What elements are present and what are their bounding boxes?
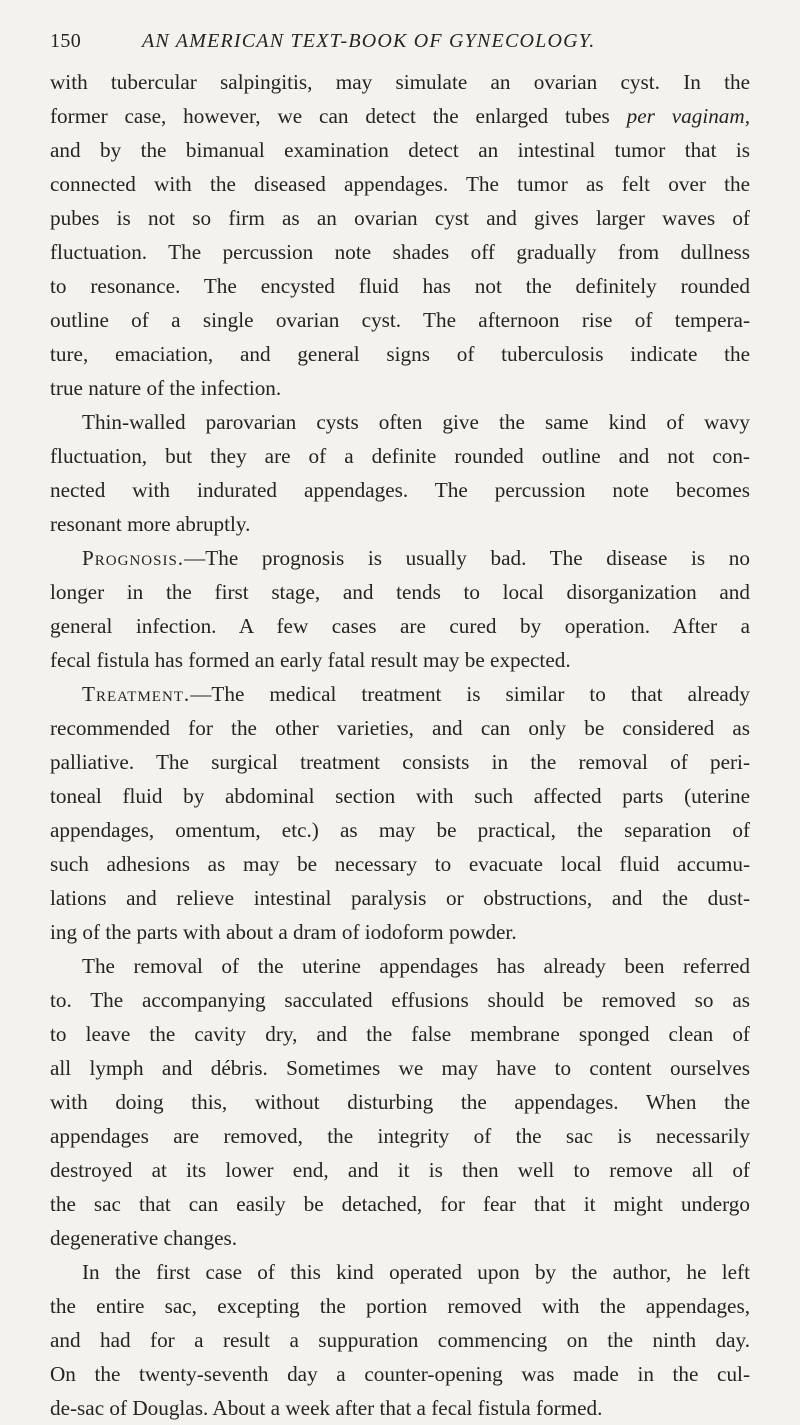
text-line	[50, 1051, 750, 1085]
text-segment: fecal fistula has formed an early fatal result may be expected.	[50, 648, 571, 672]
text-line	[50, 575, 750, 609]
text-line	[50, 779, 750, 813]
text-line	[50, 745, 750, 779]
running-title: AN AMERICAN TEXT-BOOK OF GYNECOLOGY.	[142, 30, 596, 52]
text-segment: de-sac of Douglas. About a week after that a fecal fistula formed.	[50, 1396, 603, 1420]
text-line	[50, 541, 750, 575]
text-segment: ture, emaciation, and general signs of tuberculosis indicate the	[50, 342, 750, 366]
text-segment: On the twenty-seventh day a counter-opening was made in the cul-	[50, 1362, 750, 1386]
text-line	[50, 65, 750, 99]
text-line	[50, 983, 750, 1017]
text-line	[50, 99, 750, 133]
text-line	[50, 1357, 750, 1391]
text-line	[50, 609, 750, 643]
text-line	[50, 371, 750, 405]
text-segment: appendages are removed, the integrity of the sac is necessarily	[50, 1124, 750, 1148]
text-line	[50, 337, 750, 371]
text-line	[50, 643, 750, 677]
text-line	[50, 915, 750, 949]
text-line	[50, 813, 750, 847]
text-line	[50, 1221, 750, 1255]
text-segment: connected with the diseased appendages. The tumor as felt over the	[50, 172, 750, 196]
text-segment: nected with indurated appendages. The percussion note becomes	[50, 478, 750, 502]
text-segment: the sac that can easily be detached, for fear that it might undergo	[50, 1192, 750, 1216]
text-line	[50, 1289, 750, 1323]
text-segment: degenerative changes.	[50, 1226, 238, 1250]
text-segment: and by the bimanual examination detect an intestinal tumor that is	[50, 138, 750, 162]
page-number: 150	[50, 30, 82, 52]
text-line	[50, 439, 750, 473]
text-segment: destroyed at its lower end, and it is then well to remove all of	[50, 1158, 750, 1182]
text-segment: appendages, omentum, etc.) as may be practical, the separation of	[50, 818, 750, 842]
text-segment: pubes is not so firm as an ovarian cyst and gives larger waves of	[50, 206, 750, 230]
text-segment: all lymph and débris. Sometimes we may have to content ourselves	[50, 1056, 750, 1080]
text-segment: to leave the cavity dry, and the false membrane sponged clean of	[50, 1022, 750, 1046]
text-segment: longer in the first stage, and tends to local disorganization and	[50, 580, 750, 604]
section-heading: Prognosis.	[82, 546, 185, 570]
text-segment: per vaginam,	[626, 104, 751, 128]
text-line	[50, 1255, 750, 1289]
text-segment: true nature of the infection.	[50, 376, 282, 400]
text-line	[50, 1391, 750, 1425]
text-segment: —The prognosis is usually bad. The disease is no	[184, 546, 750, 570]
text-line	[50, 1153, 750, 1187]
running-head	[50, 30, 750, 60]
text-line	[50, 1323, 750, 1357]
text-line	[50, 881, 750, 915]
text-line	[50, 201, 750, 235]
text-segment: the entire sac, excepting the portion removed with the appendages,	[50, 1294, 750, 1318]
text-segment: —The medical treatment is similar to that already	[190, 682, 750, 706]
text-line	[50, 269, 750, 303]
text-line	[50, 847, 750, 881]
text-segment: lations and relieve intestinal paralysis or obstructions, and the dust-	[50, 886, 750, 910]
text-segment: fluctuation, but they are of a definite rounded outline and not con-	[50, 444, 750, 468]
text-segment: such adhesions as may be necessary to evacuate local fluid accumu-	[50, 852, 750, 876]
text-segment: palliative. The surgical treatment consists in the removal of peri-	[50, 750, 750, 774]
text-line	[50, 507, 750, 541]
text-segment: with tubercular salpingitis, may simulate an ovarian cyst. In the	[50, 70, 750, 94]
text-line	[50, 711, 750, 745]
text-segment: In the first case of this kind operated upon by the author, he left	[82, 1260, 750, 1284]
text-line	[50, 133, 750, 167]
text-segment: Thin-walled parovarian cysts often give the same kind of wavy	[82, 410, 750, 434]
text-segment: ing of the parts with about a dram of iodoform powder.	[50, 920, 517, 944]
body-text	[50, 65, 750, 1425]
text-segment: resonant more abruptly.	[50, 512, 251, 536]
text-segment: to. The accompanying sacculated effusions should be removed so as	[50, 988, 750, 1012]
text-line	[50, 1085, 750, 1119]
text-line	[50, 1017, 750, 1051]
text-segment: fluctuation. The percussion note shades off gradually from dullness	[50, 240, 750, 264]
text-line	[50, 405, 750, 439]
text-segment: former case, however, we can detect the enlarged tubes	[50, 104, 627, 128]
text-line	[50, 473, 750, 507]
text-line	[50, 167, 750, 201]
text-segment: and had for a result a suppuration commencing on the ninth day.	[50, 1328, 750, 1352]
text-segment: to resonance. The encysted fluid has not the definitely rounded	[50, 274, 750, 298]
text-segment: with doing this, without disturbing the appendages. When the	[50, 1090, 750, 1114]
text-segment: toneal fluid by abdominal section with such affected parts (uterine	[50, 784, 750, 808]
text-line	[50, 1119, 750, 1153]
text-segment: recommended for the other varieties, and can only be considered as	[50, 716, 750, 740]
text-segment: outline of a single ovarian cyst. The afternoon rise of tempera-	[50, 308, 750, 332]
text-line	[50, 677, 750, 711]
text-line	[50, 303, 750, 337]
text-segment: general infection. A few cases are cured by operation. After a	[50, 614, 750, 638]
text-segment: The removal of the uterine appendages has already been referred	[82, 954, 750, 978]
section-heading: Treatment.	[82, 682, 191, 706]
text-line	[50, 235, 750, 269]
text-line	[50, 1187, 750, 1221]
text-line	[50, 949, 750, 983]
